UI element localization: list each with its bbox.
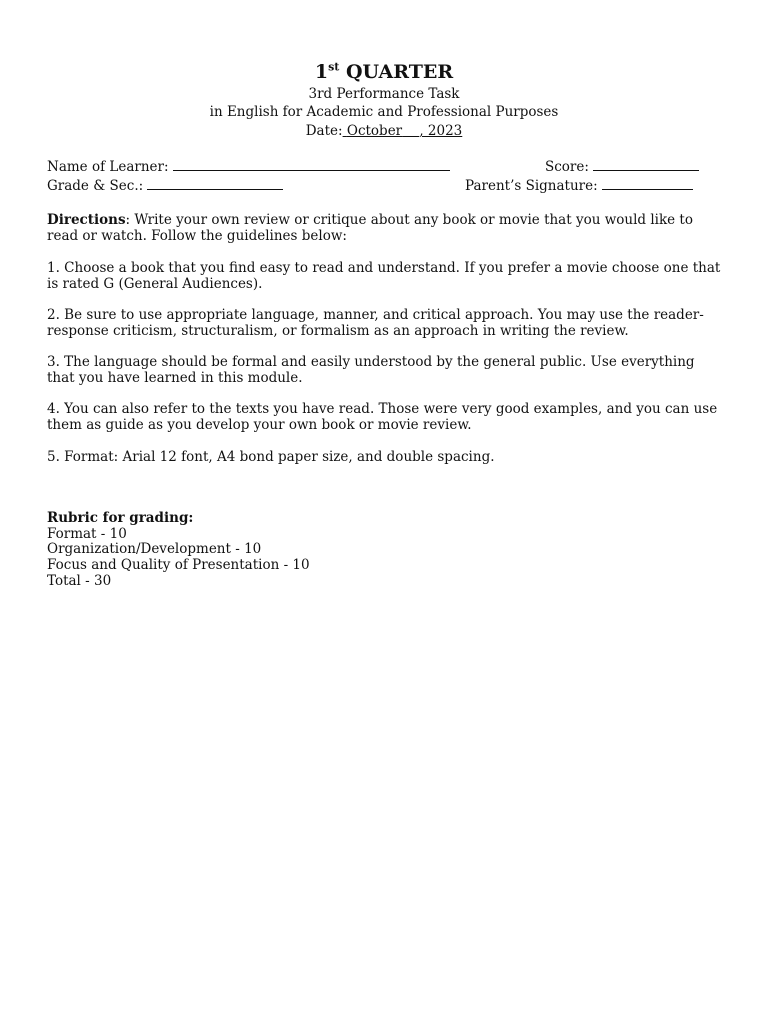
quarter-word: QUARTER <box>345 61 454 83</box>
task-title: 3rd Performance Task <box>308 86 460 102</box>
rubric-item: Organization/Development - 10 <box>47 541 262 558</box>
directions-label: Directions <box>47 212 126 228</box>
subject-line: in English for Academic and Professional Purposes <box>209 104 559 120</box>
grade-blank-line <box>147 177 283 190</box>
score-field <box>545 158 699 176</box>
name-label: Name of Learner: <box>47 159 169 175</box>
guideline-item: 3. The language should be formal and easily understood by the general public. Use everything that you have learned in this module. <box>47 354 695 386</box>
name-of-learner-field <box>47 158 450 176</box>
rubric-section <box>47 511 310 590</box>
grade-label: Grade & Sec.: <box>47 178 144 194</box>
rubric-heading: Rubric for grading: <box>47 510 194 526</box>
date-value <box>343 123 463 139</box>
rubric-item: Total - 30 <box>47 572 112 589</box>
score-label: Score: <box>545 159 589 175</box>
rubric-item: Format - 10 <box>47 525 127 542</box>
quarter-title <box>0 60 768 84</box>
rubric-item: Focus and Quality of Presentation - 10 <box>47 557 310 574</box>
quarter-number: 1 <box>314 61 329 83</box>
grade-section-field <box>47 177 283 195</box>
score-blank-line <box>593 158 699 171</box>
date-line <box>0 122 768 140</box>
guideline-item: 2. Be sure to use appropriate language, manner, and critical approach. You may use the reader-response criticism, structuralism, or formalism as an approach in writing the review. <box>47 307 704 339</box>
parent-blank-line <box>602 177 693 190</box>
date-year: , 2023 <box>419 123 463 139</box>
parent-signature-field <box>465 177 693 195</box>
date-label: Date: <box>305 123 343 139</box>
directions-paragraph <box>47 212 723 244</box>
directions-text: : Write your own review or critique about any book or movie that you would like to read or watch. Follow the guidelines below: <box>47 212 693 244</box>
guideline-item: 1. Choose a book that you find easy to read and understand. If you prefer a movie choose one that is rated G (General Audiences). <box>47 260 721 292</box>
name-blank-line <box>173 158 450 171</box>
guideline-item: 4. You can also refer to the texts you have read. Those were very good examples, and you can use them as guide as you develop your own book or movie review. <box>47 401 718 433</box>
parent-label: Parent’s Signature: <box>465 178 598 194</box>
date-month: October <box>346 123 403 139</box>
quarter-suffix: st <box>328 60 340 74</box>
guideline-item: 5. Format: Arial 12 font, A4 bond paper size, and double spacing. <box>47 449 495 465</box>
